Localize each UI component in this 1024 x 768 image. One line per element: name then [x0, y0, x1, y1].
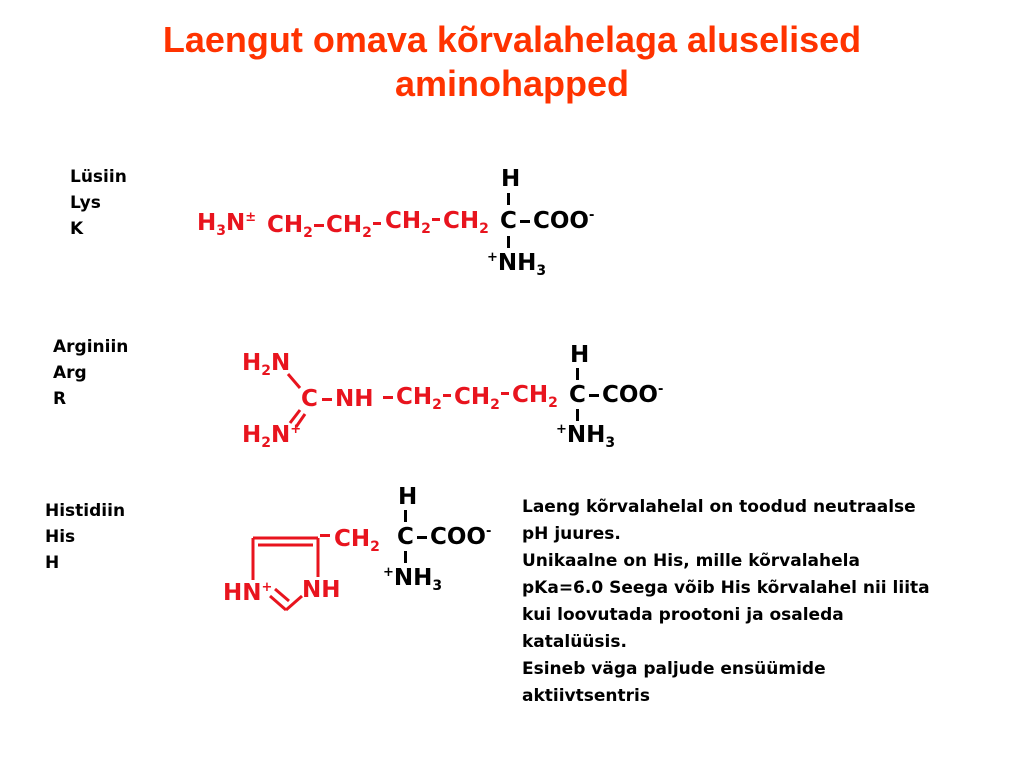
lysine-three-letter: Lys: [70, 193, 101, 213]
description-text: [522, 494, 1017, 710]
note-line: Laeng kõrvalahelal on toodud neutraalse: [522, 497, 916, 517]
arginine-one-letter: R: [53, 389, 67, 409]
lysine-alpha-c: C: [500, 208, 517, 234]
arginine-amino-top: $H_2N$: [242, 350, 291, 379]
histidine-alpha-c: C: [397, 524, 414, 550]
arginine-amino-bottom: $H_2N^+$: [242, 422, 302, 451]
arginine-imine-nh: NH: [335, 386, 374, 412]
arginine-name: Arginiin: [53, 337, 129, 357]
arginine-alpha-amino: $^+NH_3$: [556, 422, 616, 451]
lysine-epsilon-amino: $H_3N^\pm$: [197, 210, 257, 239]
note-line: pH juures.: [522, 524, 621, 544]
histidine-ring-hn: HN+: [223, 580, 273, 606]
note-line: aktiivtsentris: [522, 686, 650, 706]
histidine-ring-nh: NH: [302, 577, 341, 603]
lysine-ch2-4: $CH_2$: [443, 208, 489, 237]
histidine-name: Histidiin: [45, 501, 126, 521]
note-line: Unikaalne on His, mille kõrvalahela: [522, 551, 860, 571]
histidine-carboxylate: COO-: [430, 524, 492, 550]
title-line-1: Laengut omava kõrvalahelaga aluselised: [162, 19, 862, 60]
lysine-one-letter: K: [70, 219, 84, 239]
arginine-alpha-h: H: [570, 342, 590, 368]
histidine-one-letter: H: [45, 553, 60, 573]
histidine-three-letter: His: [45, 527, 76, 547]
arginine-alpha-c: C: [569, 382, 586, 408]
lysine-ch2-1: $CH_2$: [267, 212, 313, 241]
lysine-alpha-h: H: [501, 166, 521, 192]
arginine-ch2-3: $CH_2$: [512, 382, 558, 411]
arginine-carboxylate: COO-: [602, 382, 664, 408]
title-line-2: aminohapped: [394, 63, 630, 104]
arginine-ch2-1: $CH_2$: [396, 384, 442, 413]
arginine-ch2-2: $CH_2$: [454, 384, 500, 413]
lysine-name: Lüsiin: [70, 167, 127, 187]
note-line: Esineb väga paljude ensüümide: [522, 659, 826, 679]
note-line: pKa=6.0 Seega võib His kõrvalahel nii liita: [522, 578, 930, 598]
arginine-three-letter: Arg: [53, 363, 87, 383]
arginine-guanidino-c: C: [301, 386, 318, 412]
note-line: kui loovutada prootoni ja osaleda: [522, 605, 844, 625]
lysine-alpha-amino: $^+NH_3$: [487, 250, 547, 279]
lysine-ch2-3: $CH_2$: [385, 208, 431, 237]
histidine-alpha-h: H: [398, 484, 418, 510]
lysine-ch2-2: $CH_2$: [326, 212, 372, 241]
lysine-carboxylate: COO-: [533, 208, 595, 234]
histidine-alpha-amino: $^+NH_3$: [383, 565, 443, 594]
histidine-ch2: $CH_2$: [334, 526, 380, 555]
note-line: katalüüsis.: [522, 632, 627, 652]
